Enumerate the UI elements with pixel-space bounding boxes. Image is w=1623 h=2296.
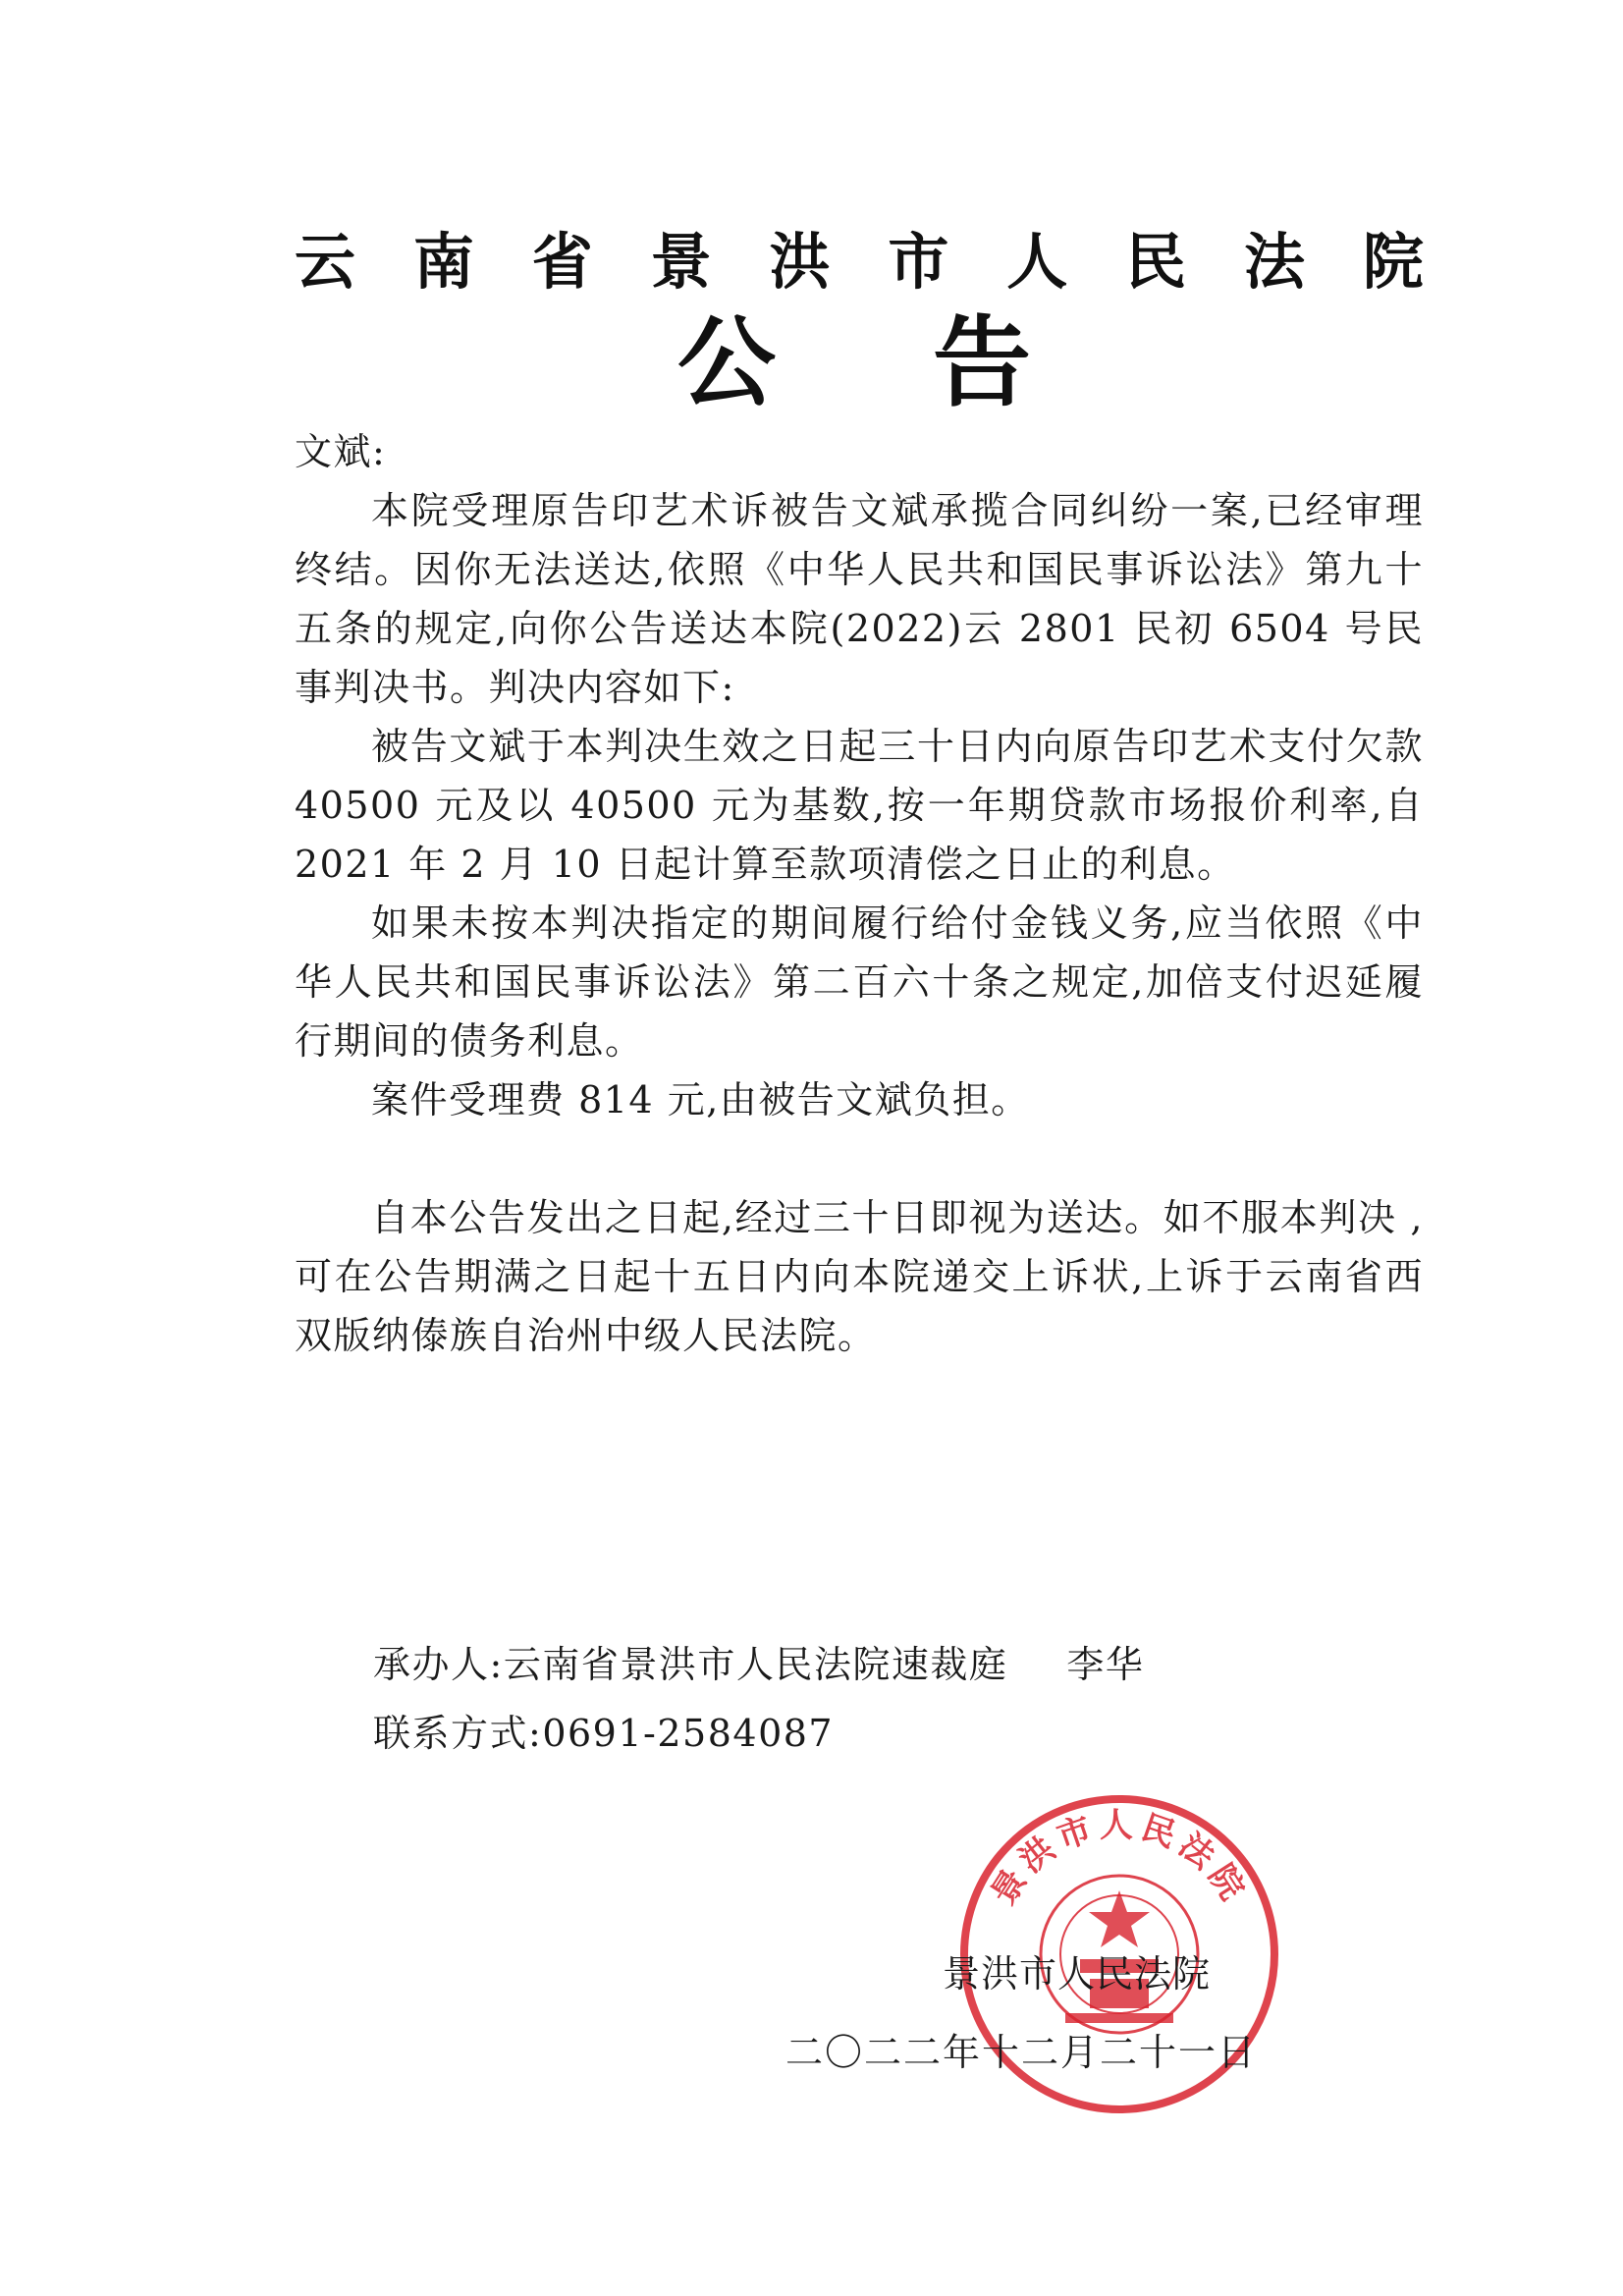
paragraph-court-fee: 案件受理费 814 元,由被告文斌负担。 (371, 1078, 1030, 1121)
signing-date: 二〇二二年十二月二十一日 (785, 2031, 1258, 2074)
notice-body (295, 422, 1424, 1365)
court-name-char: 景 (650, 226, 712, 298)
paragraph-late-interest: 如果未按本判决指定的期间履行给付金钱义务,应当依照《中华人民共和国民事诉讼法》第二百六十条之规定,加倍支付迟延履行期间的债务利息。 (295, 902, 1424, 1063)
court-name-heading (295, 218, 1424, 306)
phone-number: 0691-2584087 (542, 1712, 835, 1755)
handler-name: 李华 (1066, 1643, 1145, 1686)
handler-label: 承办人: (373, 1643, 504, 1686)
seal-text: 景洪市人民法院 (984, 1806, 1255, 1912)
court-name-char: 民 (1125, 226, 1187, 298)
court-name-char: 南 (412, 226, 474, 298)
contact-block (373, 1630, 1404, 1768)
handler-unit: 云南省景洪市人民法院速裁庭 (503, 1643, 1008, 1686)
court-name-char: 云 (295, 226, 356, 298)
phone-row (373, 1699, 1404, 1768)
court-name-char: 洪 (769, 226, 831, 298)
paragraph-spacer (295, 1129, 1424, 1188)
phone-label: 联系方式: (373, 1712, 543, 1755)
title-char: 告 (933, 305, 1031, 420)
court-name-char: 人 (1006, 226, 1068, 298)
signing-court: 景洪市人民法院 (943, 1952, 1212, 1995)
court-name-char: 市 (888, 226, 949, 298)
court-name-char: 省 (531, 226, 593, 298)
title-char: 公 (677, 305, 776, 420)
paragraph-judgment-payment: 被告文斌于本判决生效之日起三十日内向原告印艺术支付欠款 40500 元及以 40500 元为基数,按一年期贷款市场报价利率,自 2021 年 2 月 10 日起计算至款项清偿之日止的利息。 (295, 725, 1424, 886)
paragraph-appeal-notice: 自本公告发出之日起,经过三十日即视为送达。如不服本判决 ,可在公告期满之日起十五日内向本院递交上诉状,上诉于云南省西双版纳傣族自治州中级人民法院。 (295, 1196, 1424, 1357)
court-name-char: 院 (1362, 226, 1424, 298)
document-title (677, 300, 1031, 427)
court-name-char: 法 (1244, 226, 1306, 298)
addressee: 文斌: (295, 430, 387, 473)
paragraph-case-intro: 本院受理原告印艺术诉被告文斌承揽合同纠纷一案,已经审理终结。因你无法送达,依照《中华人民共和国民事诉讼法》第九十五条的规定,向你公告送达本院(2022)云 2801 民初 6504 号民事判决书。判决内容如下: (295, 489, 1424, 709)
handler-row (373, 1630, 1404, 1699)
